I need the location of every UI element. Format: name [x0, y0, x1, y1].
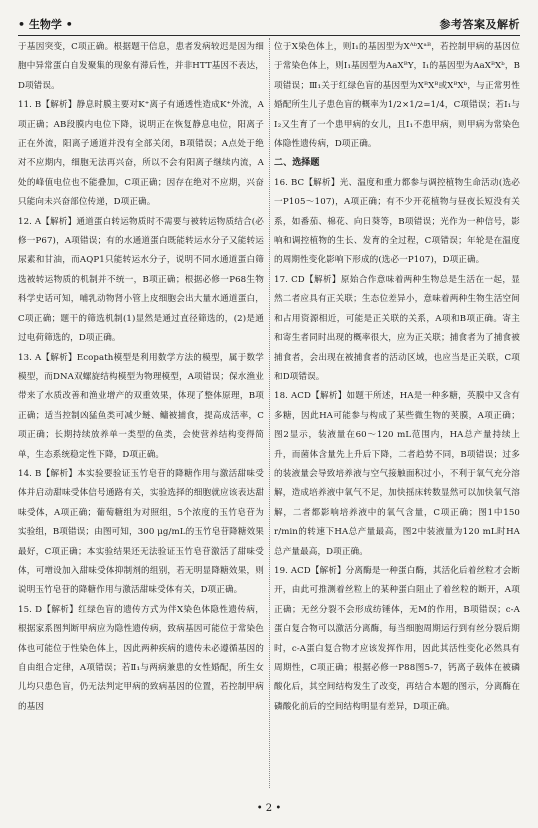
answer-paragraph: 12. A【解析】通道蛋白转运物质时不需要与被转运物质结合(必修一P67)，A项错误；有的水通道蛋白既能转运水分子又能转运尿素和甘油，而AQP1只能转运水分子，说明不同水通道蛋白筛选被转运物质的机制并不统一，B项正确；根据必修一P68生物科学史话可知，哺乳动物肾小管上皮细胞会出大量水通道蛋白，C项正确；题干的筛选机制(1)显然是通过直径筛选的，(2)是通过电荷筛选的，D项正确。 [18, 216, 264, 344]
answer-paragraph: 19. ACD【解析】分离酶是一种蛋白酶，其活化后着丝粒才会断开，由此可推测着丝粒上的某种蛋白阻止了着丝粒的断开，A项正确；无丝分裂不会形成纺锤体，无M的作用，B项错误；c-A蛋白复合物可以激活分离酶，每当细胞周期运行到有丝分裂后期时，c-A蛋白复合物才应该发挥作用，因此其活性变化必然具有周期性，C项正确；根据必修一P88图5-7，钙离子载体在被磷酸化后，其空间结构发生了改变，再结合本题的图示，分离酶在磷酸化前后的空间结构明显有差异，D项正确。 [274, 565, 520, 712]
page-number: • 2 • [256, 803, 282, 814]
section-title: 二、选择题 [274, 158, 320, 169]
column-divider [269, 38, 270, 788]
page-header [18, 10, 520, 36]
left-column [18, 38, 264, 788]
answer-paragraph: 17. CD【解析】原始合作意味着两种生物总是生活在一起，显然二者应具有正关联；生态位差异小，意味着两种生物生活空间和占用资源相近，可能是正关联的关系，A项和B项正确。寄主和寄生者同时出现的概率很大，应为正关联；捕食者为了捕食被捕食者，会出现在被捕食者的活动区域，也应当是正关联，C项和D项错误。 [274, 274, 520, 382]
subject-label: • 生物学 • [18, 18, 73, 31]
right-column [274, 38, 520, 788]
answer-paragraph: 11. B【解析】静息时膜主要对K⁺离子有通透性造成K⁺外流，A项正确；AB段膜内电位下降，说明正在恢复静息电位，阳离子正在外流，阳离子通道并没有全部关闭，B项错误；A点处于绝对不应期内，细胞无法再兴奋，所以不会有阳离子继续内流，A处的峰值电位也不能叠加，C项正确；因存在绝对不应期，兴奋只能向未兴奋部位传递，D项正确。 [18, 100, 264, 208]
answer-paragraph: 15. D【解析】红绿色盲的遗传方式为伴X染色体隐性遗传病，根据家系图判断甲病应为隐性遗传病，致病基因可能位于常染色体也可能位于性染色体上，因此两种疾病的遗传未必遵循基因的自由组合定律，A项错误；若Ⅱ₁与两病兼患的女性婚配，所生女儿均只患色盲，仍无法判定甲病的致病基因的位置，若控制甲病的基因 [18, 604, 264, 712]
header-title: 参考答案及解析 [439, 18, 520, 31]
two-column-body [18, 38, 520, 788]
answer-paragraph: 18. ACD【解析】如题干所述，HA是一种多糖，英膜中又含有多糖，因此HA可能参与构成了某些微生物的荚膜，A项正确；图2显示，装液量在60～120 mL范围内，HA总产量持续上升，而菌体含量先上升后下降，二者趋势不同，B项错误；过多的装液量会导致培养液与空气接触面积过小，不利于氧气充分溶解，造成培养液中氧气不足，加快摇床转数显然可以加快氧气溶解，二者都影响培养液中的氧气含量，C项正确；图1中150 r/min的转速下HA总产量最高，图2中装液量为120 mL时HA总产量最高，D项正确。 [274, 391, 520, 557]
answer-paragraph: 13. A【解析】Ecopath模型是利用数学方法的模型，属于数学模型，而DNA双螺旋结构模型为物理模型，A项错误；保水渔业带来了水质改善和渔业增产的双重效果，体现了整体原理，B项正确；适当控制凶猛鱼类可减少鲢、鳙被捕食，提高成活率，C项正确；长期持续放养单一类型的鱼类，会使营养结构变得简单，生态系统稳定性下降，D项正确。 [18, 352, 264, 460]
answer-paragraph: 位于X染色体上，则Ⅰ₁的基因型为XᴬᵇXᵃᴮ，若控制甲病的基因位于常染色体上，则Ⅰ₁基因型为AaXᴮY，Ⅰ₁的基因型为AaXᴮXᵇ，B项错误；Ⅲ₁关于红绿色盲的基因型为XᴮXᴮ或XᴮXᵇ，与正常男性婚配所生儿子患色盲的概率为1/2×1/2=1/4，C项错误；若Ⅰ₁与Ⅰ₂又生育了一个患甲病的女儿，且Ⅰ₁不患甲病，则甲病为常染色体隐性遗传病，D项正确。 [274, 42, 520, 150]
answer-paragraph: 16. BC【解析】光、温度和重力都参与调控植物生命活动(选必一P105～107)，A项正确；有不少开花植物与昼夜长短没有关系，如番茄、棉花、向日葵等，B项错误；光作为一种信号，影响和调控植物的生长、发育的全过程，C项错误；年轮是在温度的周期性变化影响下形成的(选必一P107)，D项正确。 [274, 177, 520, 266]
answer-paragraph: 14. B【解析】本实验要验证玉竹皂苷的降糖作用与激活甜味受体并启动甜味受体信号通路有关，实验选择的细胞就应该表达甜味受体，A项正确；葡萄糖组为对照组，5个浓度的玉竹皂苷为实验组，B项错误；由图可知，300 μg/mL的玉竹皂苷降糖效果最好，C项正确；本实验结果还无法验证玉竹皂苷激活了甜味受体，可增设加入甜味受体抑制剂的组别，若无明显降糖效果，则说明玉竹皂苷的降糖作用与激活甜味受体有关，D项正确。 [18, 468, 264, 596]
answer-paragraph: 于基因突变，C项正确。根据题干信息，患者发病较迟是因为细胞中异常蛋白自发聚集的现象有滞后性，并非HTT基因不表达，D项错误。 [18, 42, 264, 91]
